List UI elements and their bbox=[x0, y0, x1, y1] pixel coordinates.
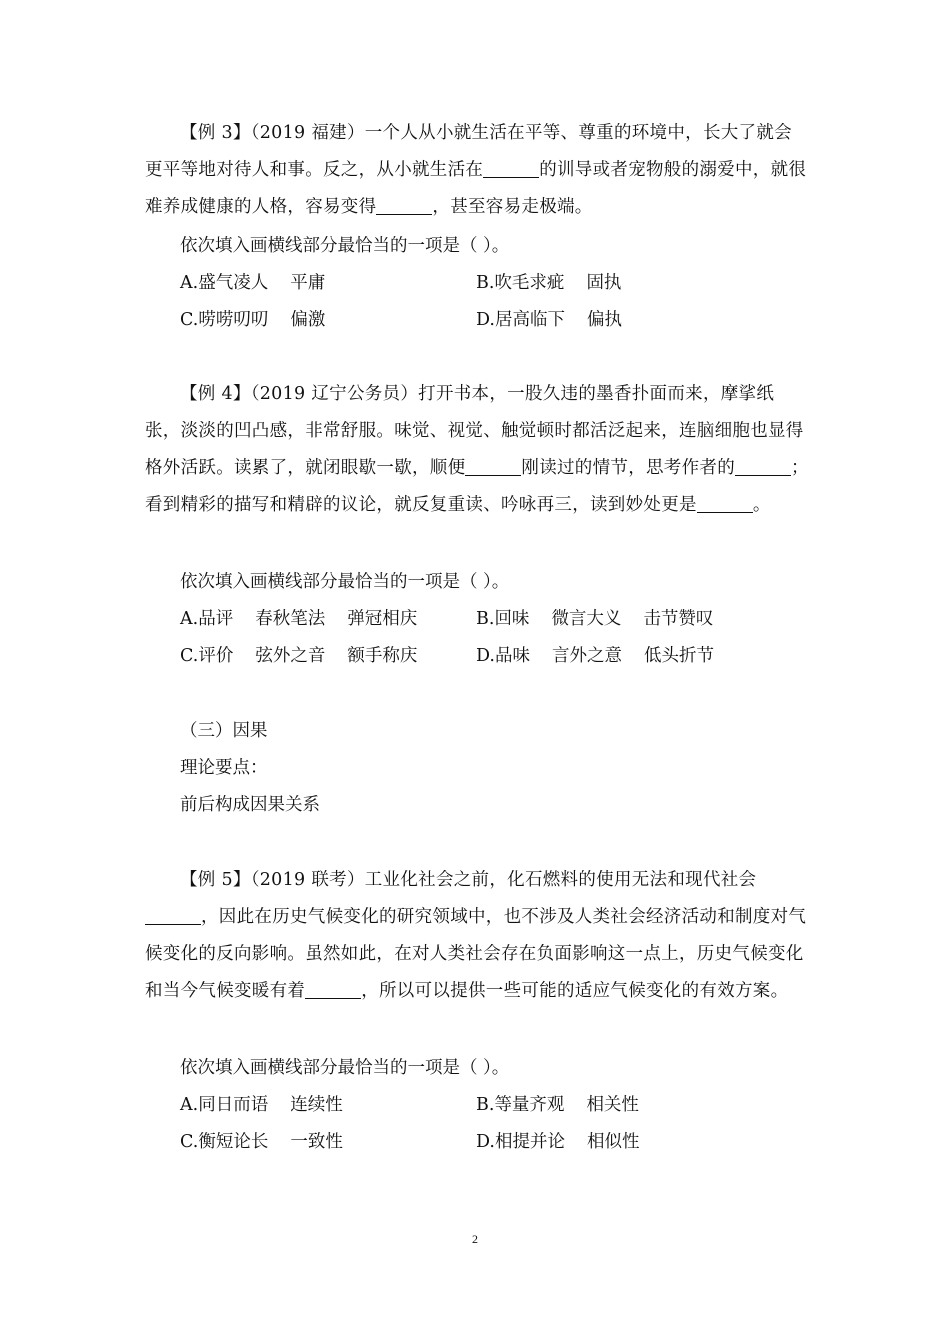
example-4-option-a: A.品评 春秋笔法 弹冠相庆 bbox=[180, 609, 418, 629]
fill-blank bbox=[305, 980, 361, 999]
example-5-option-c: C.衡短论长 一致性 bbox=[180, 1132, 343, 1152]
example-5-option-b: B.等量齐观 相关性 bbox=[476, 1095, 639, 1115]
theory-point: 前后构成因果关系 bbox=[180, 795, 320, 815]
example-5-tag: 【例 5】 bbox=[180, 870, 251, 890]
fill-blank bbox=[735, 457, 791, 476]
example-5-option-a: A.同日而语 连续性 bbox=[180, 1095, 343, 1115]
example-3-tag: 【例 3】 bbox=[180, 123, 251, 143]
example-3-option-c: C.唠唠叨叨 偏激 bbox=[180, 310, 326, 330]
example-3-stem: 【例 3】（2019 福建）一个人从小就生活在平等、尊重的环境中，长大了就会更平等地对待人和事。反之，从小就生活在 的训导或者宠物般的溺爱中，就很难养成健康的人格，容易变得 ，甚至容易走极端。 bbox=[145, 123, 807, 217]
example-5-question: 依次填入画横线部分最恰当的一项是（ ）。 bbox=[180, 1058, 510, 1078]
example-3-option-d: D.居高临下 偏执 bbox=[476, 310, 622, 330]
fill-blank bbox=[483, 159, 539, 178]
example-4-option-b: B.回味 微言大义 击节赞叹 bbox=[476, 609, 714, 629]
example-3-option-a: A.盛气凌人 平庸 bbox=[180, 273, 326, 293]
theory-label: 理论要点： bbox=[180, 758, 268, 778]
fill-blank bbox=[145, 906, 201, 925]
example-4-stem: 【例 4】（2019 辽宁公务员）打开书本，一股久违的墨香扑面而来，摩挲纸张，淡淡的凹凸感，非常舒服。味觉、视觉、触觉顿时都活泛起来，连脑细胞也显得格外活跃。读累了，就闭眼歇一歇，顺便 刚读过的情节，思考作者的 ；看到精彩的描写和精辟的议论，就反复重读、吟咏再三，读到妙处更是 。 bbox=[145, 384, 809, 515]
example-4-tag: 【例 4】 bbox=[180, 384, 251, 404]
example-4-question: 依次填入画横线部分最恰当的一项是（ ）。 bbox=[180, 572, 510, 592]
example-3-question: 依次填入画横线部分最恰当的一项是（ ）。 bbox=[180, 236, 510, 256]
fill-blank bbox=[376, 196, 432, 215]
example-5-stem: 【例 5】（2019 联考）工业化社会之前，化石燃料的使用无法和现代社会，因此在历史气候变化的研究领域中，也不涉及人类社会经济活动和制度对气候变化的反向影响。虽然如此，在对人类社会存在负面影响这一点上，历史气候变化和当今气候变暖有着 ，所以可以提供一些可能的适应气候变化的有效方案。 bbox=[145, 870, 807, 1001]
example-4-option-d: D.品味 言外之意 低头折节 bbox=[476, 646, 714, 666]
example-3-option-b: B.吹毛求疵 固执 bbox=[476, 273, 622, 293]
page-number: 2 bbox=[472, 1232, 478, 1246]
example-5-option-d: D.相提并论 相似性 bbox=[476, 1132, 640, 1152]
fill-blank bbox=[697, 494, 753, 513]
section-heading: （三）因果 bbox=[180, 721, 268, 741]
example-4-option-c: C.评价 弦外之音 额手称庆 bbox=[180, 646, 418, 666]
fill-blank bbox=[465, 457, 521, 476]
